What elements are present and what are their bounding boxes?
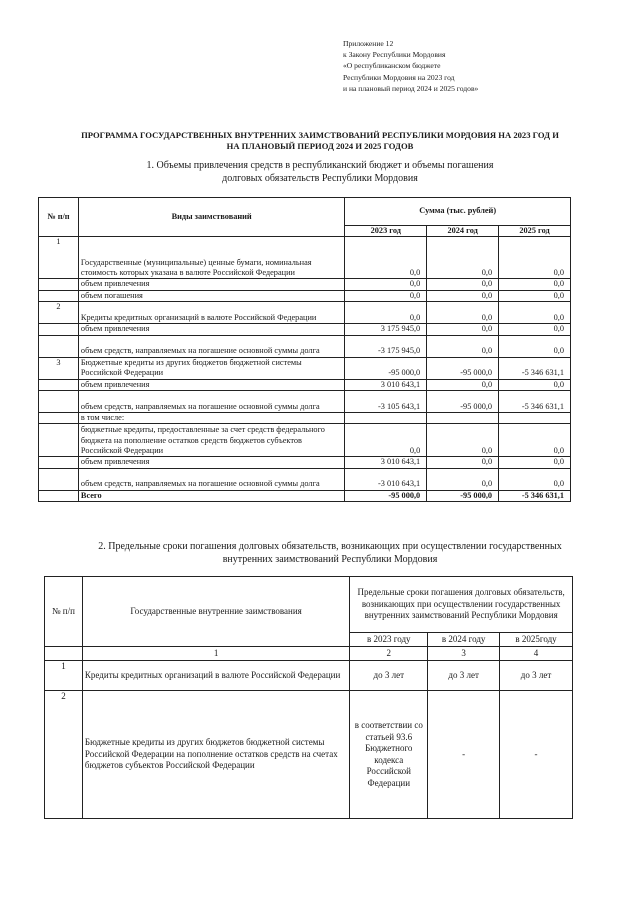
row-no <box>39 424 79 457</box>
row-2024: 0,0 <box>427 335 499 357</box>
row-name: Кредиты кредитных организаций в валюте Российской Федерации <box>78 302 344 324</box>
table-row <box>39 413 571 424</box>
table-row <box>39 379 571 390</box>
column-number-2: 2 <box>350 647 428 661</box>
row-2023: 0,0 <box>345 424 427 457</box>
title-line-1: ПРОГРАММА ГОСУДАРСТВЕННЫХ ВНУТРЕННИХ ЗАИМСТВОВАНИЙ РЕСПУБЛИКИ МОРДОВИЯ НА 2023 ГОД И <box>81 130 559 140</box>
row-name: в том числе: <box>78 413 344 424</box>
row-2025: 0,0 <box>499 324 571 335</box>
section-2-line-2: внутренних заимствований Республики Мордовия <box>222 554 438 565</box>
header-no: № п/п <box>39 198 79 237</box>
row-2024: 0,0 <box>427 279 499 290</box>
row-no <box>39 457 79 468</box>
row-2025: -5 346 631,1 <box>499 357 571 379</box>
row-2023: 0,0 <box>345 237 427 279</box>
header-year-2023: 2023 год <box>345 226 427 237</box>
section-2-heading <box>60 540 600 566</box>
row-2023: -3 010 643,1 <box>345 468 427 490</box>
header-no: № п/п <box>45 577 83 647</box>
row-no <box>39 379 79 390</box>
row-2023: 3 010 643,1 <box>345 379 427 390</box>
row-2024: - <box>428 691 500 819</box>
row-2023: до 3 лет <box>350 661 428 691</box>
row-name: объем средств, направляемых на погашение основной суммы долга <box>78 468 344 490</box>
row-name: объем погашения <box>78 290 344 301</box>
title-line-2: НА ПЛАНОВЫЙ ПЕРИОД 2024 И 2025 ГОДОВ <box>226 141 414 151</box>
row-no: 2 <box>45 691 83 819</box>
row-2023: 0,0 <box>345 302 427 324</box>
row-2023: -3 105 643,1 <box>345 391 427 413</box>
appendix-line: «О республиканском бюджете <box>343 61 441 71</box>
row-2024: 0,0 <box>427 424 499 457</box>
table-row <box>45 691 573 819</box>
appendix-line: и на плановый период 2024 и 2025 годов» <box>343 83 479 93</box>
row-2023: 3 175 945,0 <box>345 324 427 335</box>
row-2025: 0,0 <box>499 237 571 279</box>
row-2024 <box>427 413 499 424</box>
row-name: Бюджетные кредиты из других бюджетов бюджетной системы Российской Федерации <box>78 357 344 379</box>
table-row <box>39 391 571 413</box>
row-2025 <box>499 413 571 424</box>
row-2023 <box>345 413 427 424</box>
table-row <box>39 290 571 301</box>
row-no: 3 <box>39 357 79 379</box>
row-2023: -3 175 945,0 <box>345 335 427 357</box>
table-total-row <box>39 490 571 501</box>
row-2023: -95 000,0 <box>345 357 427 379</box>
row-name: объем средств, направляемых на погашение основной суммы долга <box>78 335 344 357</box>
section-1-heading <box>40 159 600 185</box>
table-row <box>39 357 571 379</box>
table-row <box>39 324 571 335</box>
table-row <box>39 457 571 468</box>
row-no: 1 <box>39 237 79 279</box>
table-row <box>39 335 571 357</box>
total-2025: -5 346 631,1 <box>499 490 571 501</box>
row-name: объем привлечения <box>78 379 344 390</box>
row-2025: 0,0 <box>499 468 571 490</box>
row-2024: -95 000,0 <box>427 391 499 413</box>
table-row <box>45 661 573 691</box>
row-no: 1 <box>45 661 83 691</box>
row-2023: 0,0 <box>345 290 427 301</box>
borrowing-volumes-table <box>38 197 571 502</box>
appendix-header <box>343 38 478 94</box>
header-year-2023: в 2023 году <box>350 633 428 647</box>
row-name: Государственные (муниципальные) ценные бумаги, номинальная стоимость которых указана в валюте Российской Федерации <box>78 237 344 279</box>
row-2024: до 3 лет <box>428 661 500 691</box>
appendix-line: к Закону Республики Мордовия <box>343 50 446 60</box>
row-2025: 0,0 <box>499 424 571 457</box>
row-2024: 0,0 <box>427 379 499 390</box>
total-label: Всего <box>78 490 344 501</box>
header-sum: Сумма (тыс. рублей) <box>345 198 571 226</box>
table-row <box>39 237 571 279</box>
row-2025: -5 346 631,1 <box>499 391 571 413</box>
table-row <box>39 424 571 457</box>
table-row <box>39 279 571 290</box>
table-header-row <box>45 577 573 633</box>
section-1-line-2: долговых обязательств Республики Мордовия <box>222 173 418 184</box>
row-2025: 0,0 <box>499 379 571 390</box>
header-year-2024: 2024 год <box>427 226 499 237</box>
row-2024: -95 000,0 <box>427 357 499 379</box>
row-2025: - <box>500 691 573 819</box>
header-year-2025: 2025 год <box>499 226 571 237</box>
row-2024: 0,0 <box>427 468 499 490</box>
row-no <box>39 279 79 290</box>
row-name: бюджетные кредиты, предоставленные за счет средств федерального бюджета на пополнение остатков средств бюджетов субъектов Российской Федерации <box>78 424 344 457</box>
row-2024: 0,0 <box>427 290 499 301</box>
repayment-terms-table <box>44 576 573 819</box>
column-numbers-row <box>45 647 573 661</box>
row-name: Бюджетные кредиты из других бюджетов бюджетной системы Российской Федерации на пополнение остатков средств на счетах бюджетов субъектов Российской Федерации <box>82 691 349 819</box>
row-2025: 0,0 <box>499 279 571 290</box>
row-no: 2 <box>39 302 79 324</box>
row-no <box>39 413 79 424</box>
row-name: объем средств, направляемых на погашение основной суммы долга <box>78 391 344 413</box>
row-no <box>39 335 79 357</box>
header-terms: Предельные сроки погашения долговых обязательств, возникающих при осуществлении государственных внутренних заимствований Республики Мордовия <box>350 577 573 633</box>
row-name: объем привлечения <box>78 279 344 290</box>
row-2025: 0,0 <box>499 302 571 324</box>
section-2-line-1: 2. Предельные сроки погашения долговых обязательств, возникающих при осуществлении государственных <box>98 541 562 552</box>
row-2024: 0,0 <box>427 302 499 324</box>
column-number-4: 4 <box>500 647 573 661</box>
table-row <box>39 468 571 490</box>
column-number-3: 3 <box>428 647 500 661</box>
row-2023: в соответствии со статьей 93.6 Бюджетного кодекса Российской Федерации <box>350 691 428 819</box>
row-name: объем привлечения <box>78 324 344 335</box>
row-no <box>39 290 79 301</box>
total-2024: -95 000,0 <box>427 490 499 501</box>
row-2025: до 3 лет <box>500 661 573 691</box>
row-2024: 0,0 <box>427 324 499 335</box>
row-2025: 0,0 <box>499 290 571 301</box>
column-number-1: 1 <box>82 647 349 661</box>
row-name: Кредиты кредитных организаций в валюте Российской Федерации <box>82 661 349 691</box>
row-2025: 0,0 <box>499 335 571 357</box>
row-2024: 0,0 <box>427 237 499 279</box>
row-2023: 3 010 643,1 <box>345 457 427 468</box>
row-no <box>39 391 79 413</box>
header-kind: Виды заимствований <box>78 198 344 237</box>
header-year-2024: в 2024 году <box>428 633 500 647</box>
row-2025: 0,0 <box>499 457 571 468</box>
row-2023: 0,0 <box>345 279 427 290</box>
header-year-2025: в 2025году <box>500 633 573 647</box>
total-2023: -95 000,0 <box>345 490 427 501</box>
header-kind: Государственные внутренние заимствования <box>82 577 349 647</box>
row-2024: 0,0 <box>427 457 499 468</box>
row-no <box>39 324 79 335</box>
appendix-line: Республики Мордовия на 2023 год <box>343 72 455 82</box>
row-name: объем привлечения <box>78 457 344 468</box>
document-title <box>30 130 610 152</box>
table-header-row <box>39 198 571 226</box>
section-1-line-1: 1. Объемы привлечения средств в республиканский бюджет и объемы погашения <box>146 160 494 171</box>
table-row <box>39 302 571 324</box>
appendix-line: Приложение 12 <box>343 39 394 48</box>
row-no <box>39 468 79 490</box>
